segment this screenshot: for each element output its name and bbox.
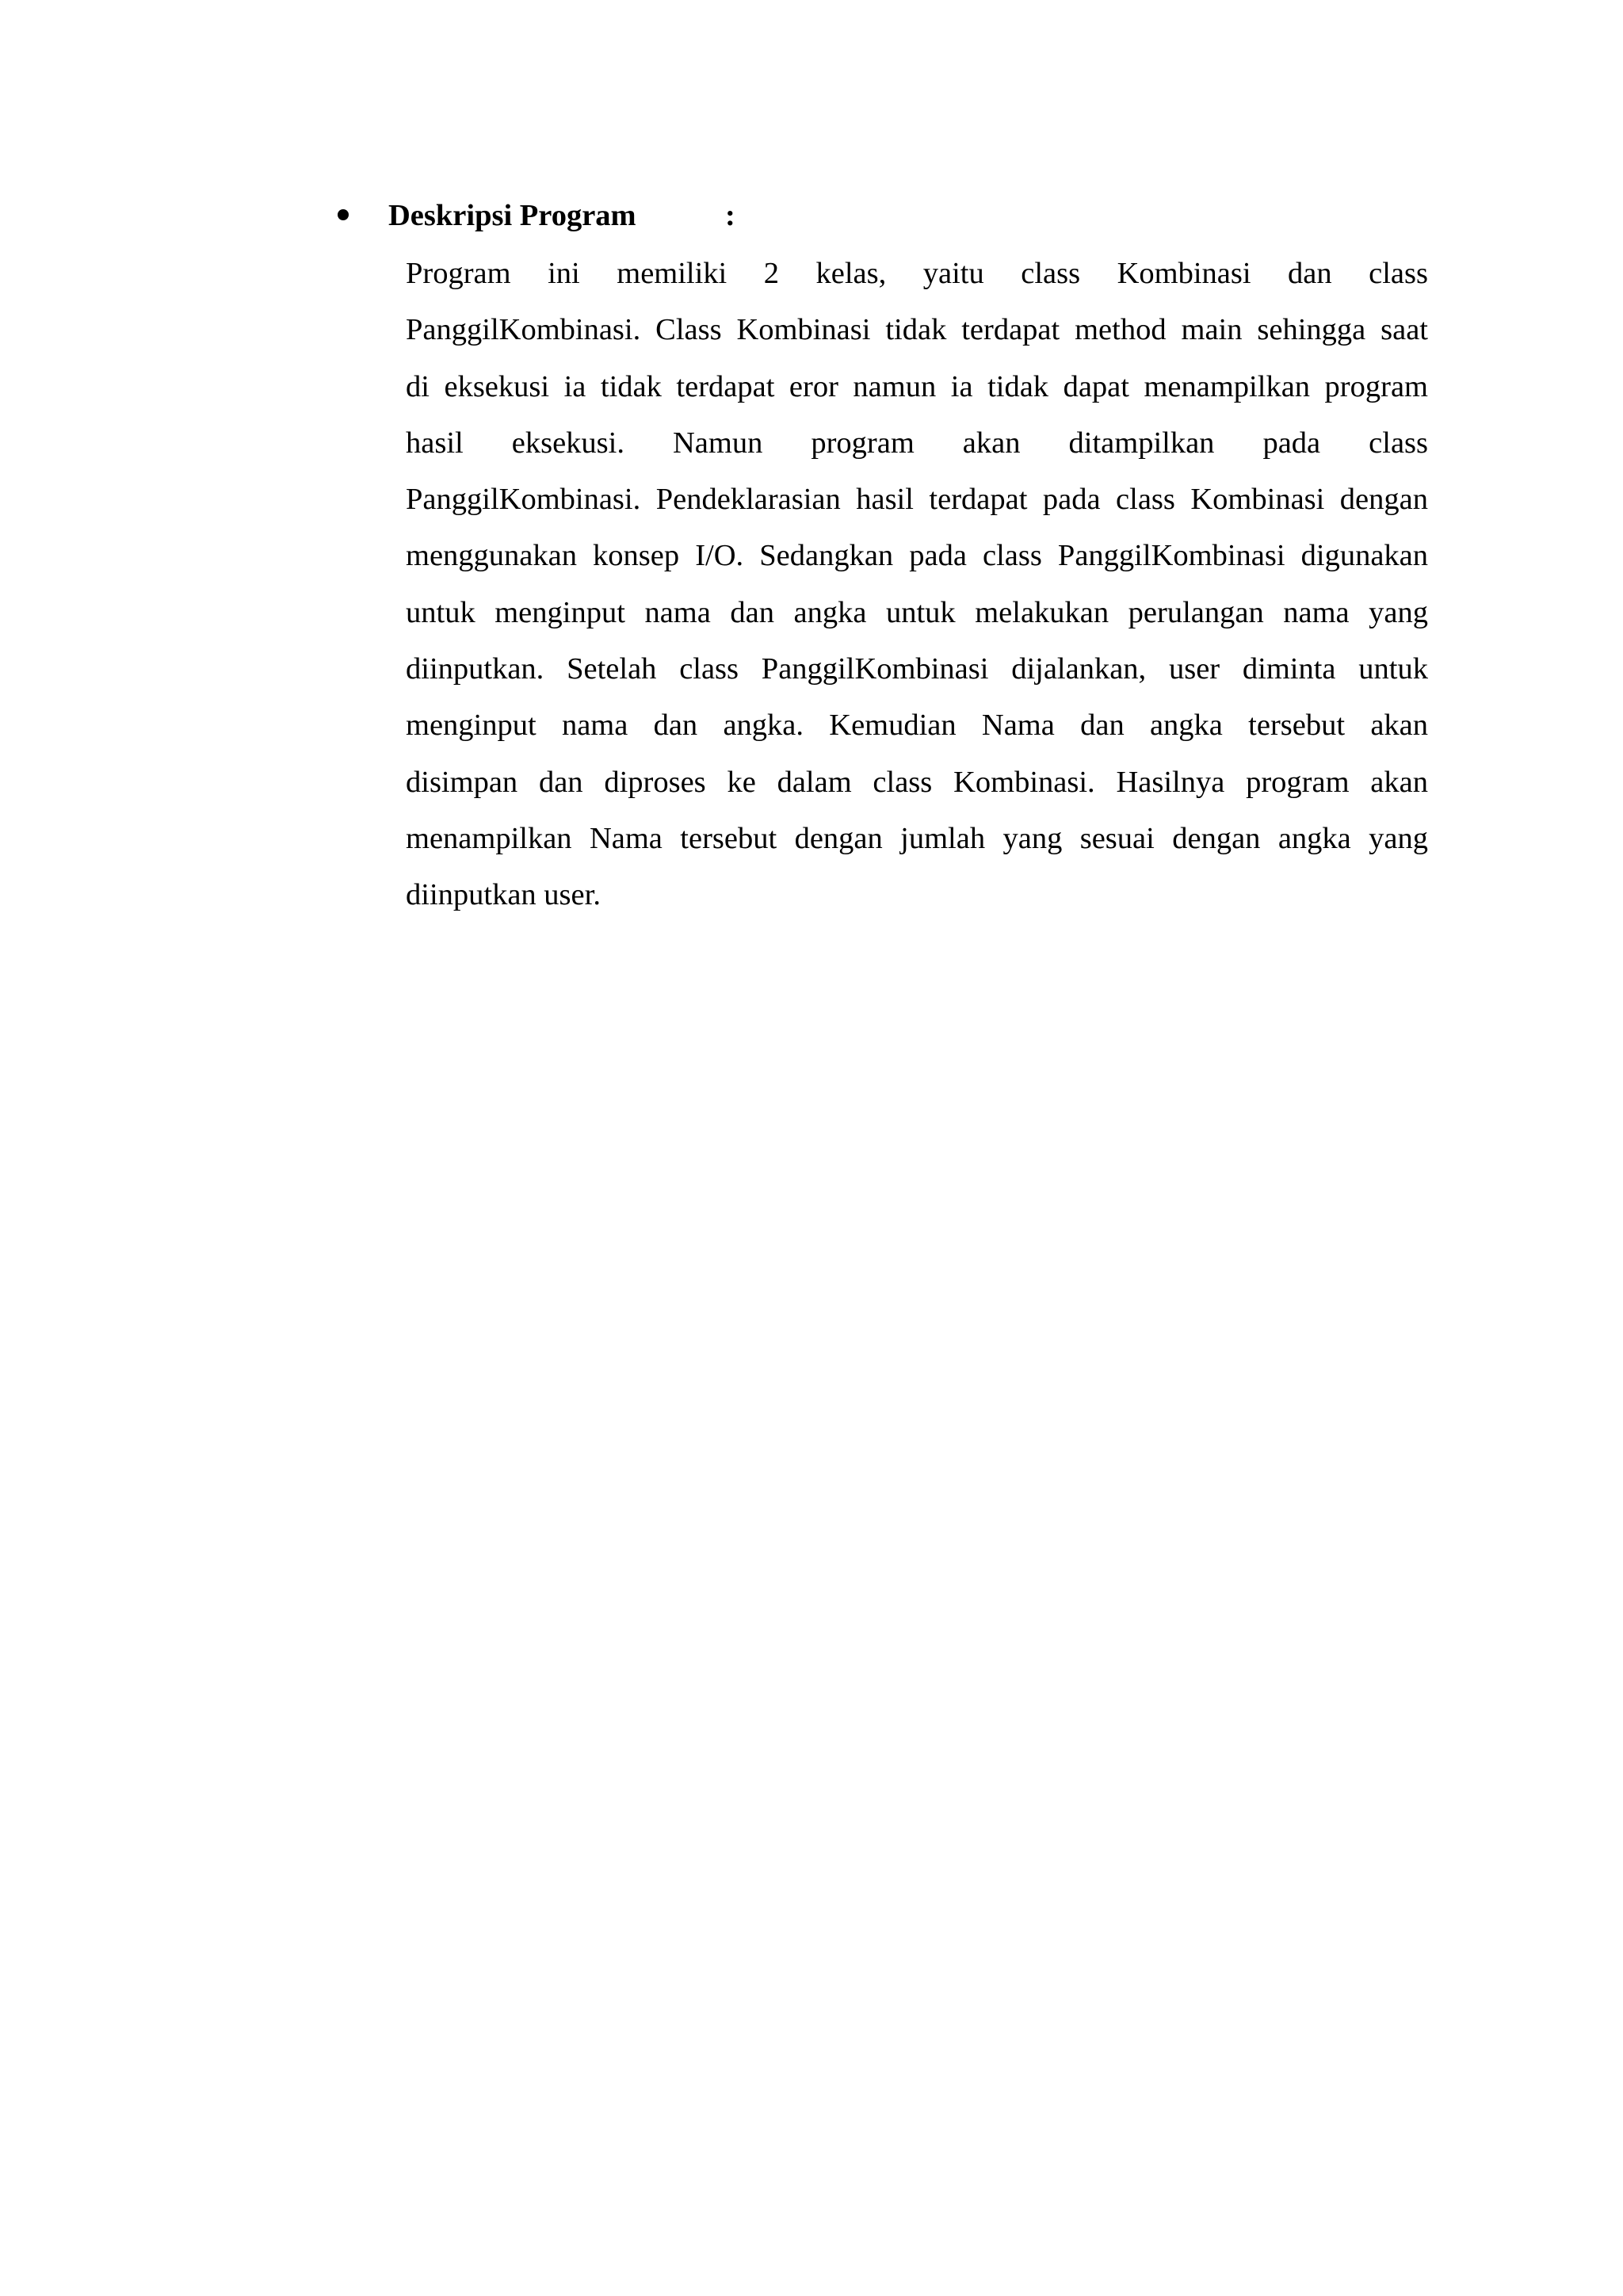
body-line: PanggilKombinasi. Class Kombinasi tidak terdapat method main sehingga saat bbox=[406, 313, 1428, 347]
body-line: untuk menginput nama dan angka untuk melakukan perulangan nama yang bbox=[406, 595, 1428, 629]
body-line: diinputkan. Setelah class PanggilKombinasi dijalankan, user diminta untuk bbox=[406, 652, 1428, 686]
body-line: PanggilKombinasi. Pendeklarasian hasil terdapat pada class Kombinasi dengan bbox=[406, 483, 1428, 517]
section-heading-row bbox=[333, 193, 1442, 238]
body-line: Program ini memiliki 2 kelas, yaitu class Kombinasi dan class bbox=[406, 257, 1428, 290]
body-line: di eksekusi ia tidak terdapat eror namun ia tidak dapat menampilkan program bbox=[406, 369, 1428, 403]
body-line: menginput nama dan angka. Kemudian Nama dan angka tersebut akan bbox=[406, 709, 1428, 743]
section-body bbox=[406, 246, 1428, 924]
body-line: disimpan dan diproses ke dalam class Kombinasi. Hasilnya program akan bbox=[406, 765, 1428, 799]
section-heading: Deskripsi Program bbox=[388, 199, 636, 232]
heading-colon: : bbox=[725, 199, 735, 232]
body-line: menggunakan konsep I/O. Sedangkan pada class PanggilKombinasi digunakan bbox=[406, 539, 1428, 573]
body-line: diinputkan user. bbox=[406, 878, 601, 912]
body-line: hasil eksekusi. Namun program akan ditampilkan pada class bbox=[406, 426, 1428, 460]
body-line: menampilkan Nama tersebut dengan jumlah yang sesuai dengan angka yang bbox=[406, 821, 1428, 855]
